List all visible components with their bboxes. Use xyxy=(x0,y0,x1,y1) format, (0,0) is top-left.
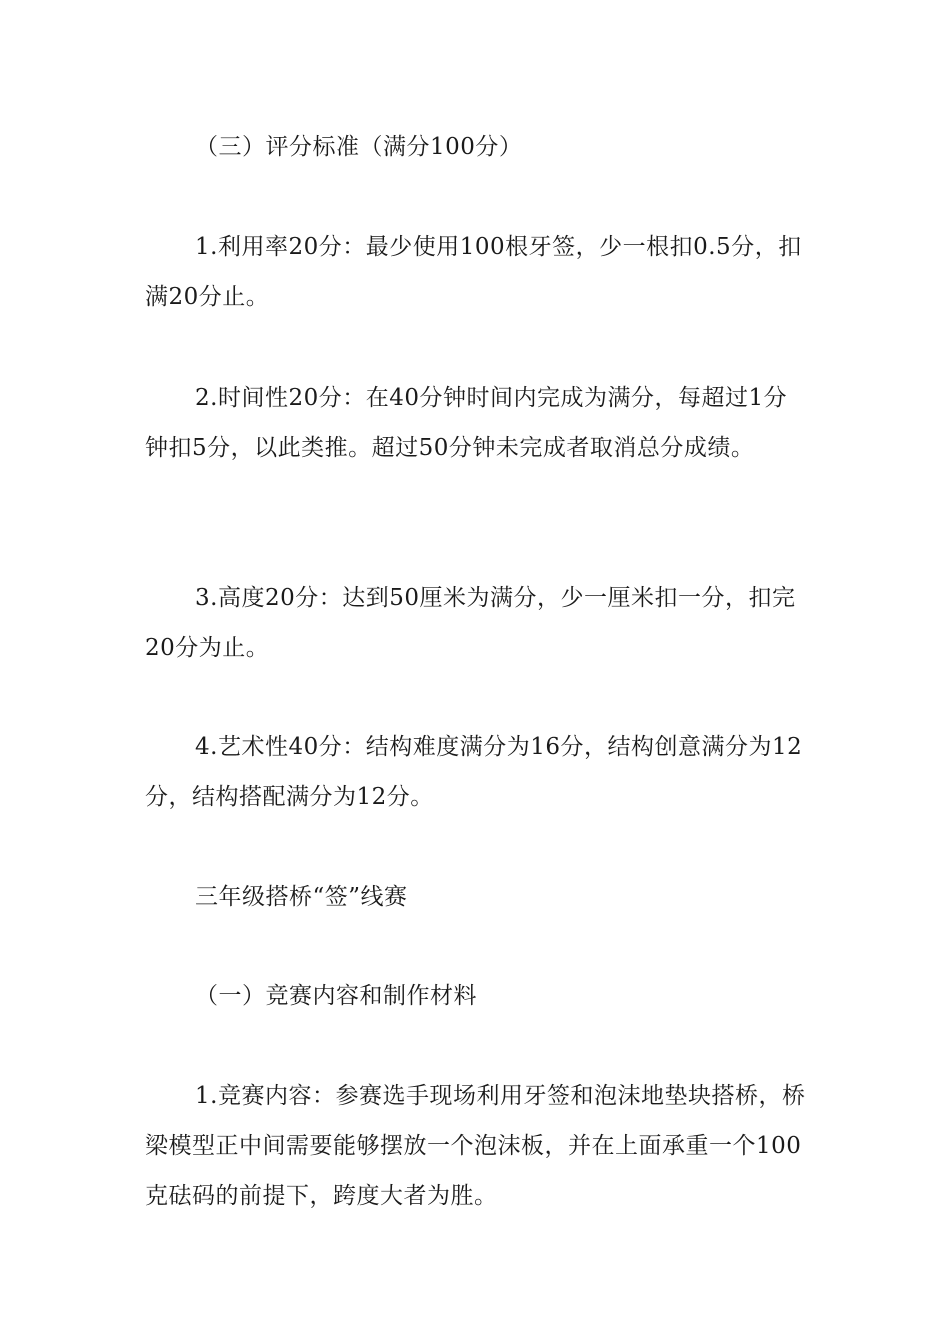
section-title-bridge-contest: 三年级搭桥“签”线赛 xyxy=(195,884,408,910)
paragraph-contest-content: 1.竞赛内容：参赛选手现场利用牙签和泡沫地垫块搭桥，桥梁模型正中间需要能够摆放一个泡沫板，并在上面承重一个100克砝码的前提下，跨度大者为胜。 xyxy=(145,1083,806,1209)
section-heading-content-materials: （一）竞赛内容和制作材料 xyxy=(195,983,477,1009)
paragraph-height: 3.高度20分：达到50厘米为满分，少一厘米扣一分，扣完20分为止。 xyxy=(145,585,796,661)
paragraph-timeliness: 2.时间性20分：在40分钟时间内完成为满分，每超过1分钟扣5分，以此类推。超过50分钟未完成者取消总分成绩。 xyxy=(145,385,788,461)
paragraph-utilization: 1.利用率20分：最少使用100根牙签，少一根扣0.5分，扣满20分止。 xyxy=(145,234,802,310)
section-heading-scoring: （三）评分标准（满分100分） xyxy=(195,134,523,160)
paragraph-artistry: 4.艺术性40分：结构难度满分为16分，结构创意满分为12分，结构搭配满分为12分。 xyxy=(145,734,803,810)
